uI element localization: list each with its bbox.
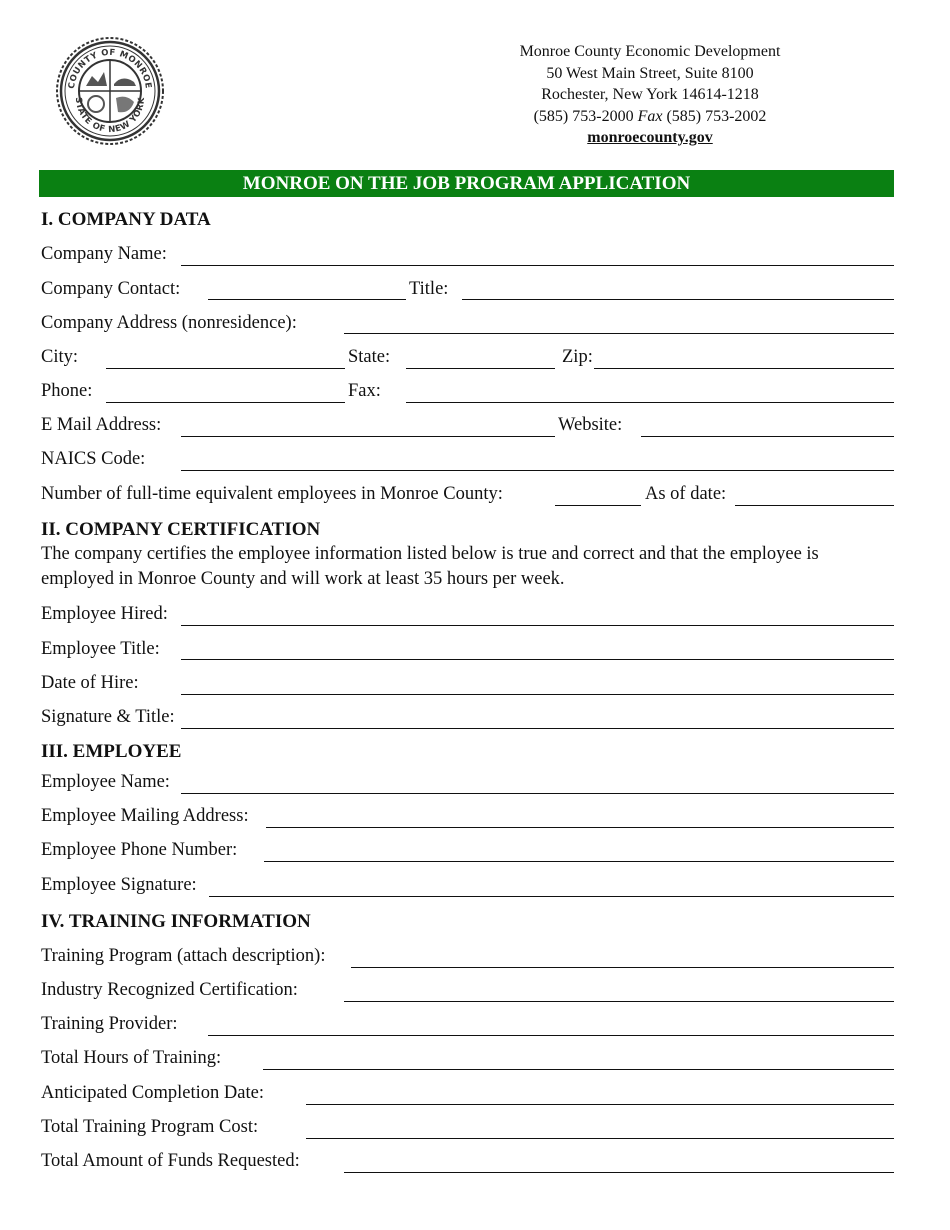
- zip-field[interactable]: [594, 368, 894, 369]
- employee-hired-field[interactable]: [181, 625, 894, 626]
- org-name: Monroe County Economic Development: [519, 43, 781, 60]
- seal-text-bottom: STATE OF NEW YORK: [72, 96, 148, 136]
- company-name-field[interactable]: [181, 265, 894, 266]
- program-cost-label: Total Training Program Cost:: [41, 1117, 259, 1137]
- fax-field-label: Fax:: [348, 381, 381, 401]
- state-field[interactable]: [406, 368, 555, 369]
- company-address-field[interactable]: [344, 333, 894, 334]
- training-program-field[interactable]: [351, 967, 894, 968]
- signature-title-field[interactable]: [181, 728, 894, 729]
- as-of-date-label: As of date:: [645, 484, 727, 504]
- date-of-hire-field[interactable]: [181, 694, 894, 695]
- form-title-banner: MONROE ON THE JOB PROGRAM APPLICATION: [39, 170, 894, 197]
- naics-code-field[interactable]: [181, 470, 894, 471]
- street-address: 50 West Main Street, Suite 8100: [546, 64, 754, 82]
- section-company-data-heading: I. COMPANY DATA: [41, 209, 211, 230]
- employee-phone-field[interactable]: [264, 861, 894, 862]
- zip-label: Zip:: [562, 347, 593, 367]
- phone-number: (585) 753-2000: [533, 107, 634, 125]
- section-training-heading: IV. TRAINING INFORMATION: [41, 911, 311, 932]
- section-employee-heading: III. EMPLOYEE: [41, 741, 182, 762]
- training-provider-label: Training Provider:: [41, 1014, 178, 1034]
- employee-signature-label: Employee Signature:: [41, 875, 197, 895]
- industry-certification-label: Industry Recognized Certification:: [41, 980, 298, 1000]
- city-state-zip: Rochester, New York 14614-1218: [541, 86, 759, 103]
- total-hours-field[interactable]: [263, 1069, 894, 1070]
- employee-mailing-address-label: Employee Mailing Address:: [41, 806, 249, 826]
- county-seal-logo: [50, 36, 170, 146]
- certification-statement: The company certifies the employee information listed below is true and correct and that the employee is employed in Monroe County and will work at least 35 hours per week.: [41, 544, 819, 589]
- as-of-date-field[interactable]: [735, 505, 894, 506]
- employee-name-field[interactable]: [181, 793, 894, 794]
- employee-name-label: Employee Name:: [41, 772, 170, 792]
- company-name-label: Company Name:: [41, 244, 167, 264]
- employee-hired-label: Employee Hired:: [41, 604, 168, 624]
- contact-title-field[interactable]: [462, 299, 894, 300]
- employee-phone-label: Employee Phone Number:: [41, 840, 238, 860]
- training-program-label: Training Program (attach description):: [41, 946, 326, 966]
- website-label: Website:: [558, 415, 623, 435]
- phone-label: Phone:: [41, 381, 93, 401]
- funds-requested-field[interactable]: [344, 1172, 894, 1173]
- city-field[interactable]: [106, 368, 345, 369]
- website-field[interactable]: [641, 436, 894, 437]
- contact-title-label: Title:: [409, 279, 449, 299]
- naics-code-label: NAICS Code:: [41, 449, 146, 469]
- section-certification-heading: II. COMPANY CERTIFICATION: [41, 519, 321, 540]
- phone-field[interactable]: [106, 402, 345, 403]
- email-field[interactable]: [181, 436, 555, 437]
- date-of-hire-label: Date of Hire:: [41, 673, 139, 693]
- employee-mailing-address-field[interactable]: [266, 827, 894, 828]
- email-label: E Mail Address:: [41, 415, 162, 435]
- employee-signature-field[interactable]: [209, 896, 894, 897]
- total-hours-label: Total Hours of Training:: [41, 1048, 222, 1068]
- address-block: [480, 41, 820, 149]
- program-cost-field[interactable]: [306, 1138, 894, 1139]
- company-contact-label: Company Contact:: [41, 279, 181, 299]
- fax-field[interactable]: [406, 402, 894, 403]
- training-provider-field[interactable]: [208, 1035, 894, 1036]
- funds-requested-label: Total Amount of Funds Requested:: [41, 1151, 300, 1171]
- completion-date-field[interactable]: [306, 1104, 894, 1105]
- company-contact-field[interactable]: [208, 299, 406, 300]
- fax-label: Fax: [637, 107, 663, 125]
- city-label: City:: [41, 347, 79, 367]
- state-label: State:: [348, 347, 391, 367]
- signature-title-label: Signature & Title:: [41, 707, 175, 727]
- seal-text-top: COUNTY OF MONROE: [66, 47, 154, 90]
- completion-date-label: Anticipated Completion Date:: [41, 1083, 264, 1103]
- employee-count-field[interactable]: [555, 505, 641, 506]
- employee-title-label: Employee Title:: [41, 639, 160, 659]
- website-link[interactable]: monroecounty.gov: [587, 129, 713, 146]
- employee-title-field[interactable]: [181, 659, 894, 660]
- industry-certification-field[interactable]: [344, 1001, 894, 1002]
- employee-count-label: Number of full-time equivalent employees in Monroe County:: [41, 484, 503, 504]
- fax-number: (585) 753-2002: [666, 107, 767, 125]
- phone-fax-line: [480, 106, 820, 128]
- company-address-label: Company Address (nonresidence):: [41, 313, 297, 333]
